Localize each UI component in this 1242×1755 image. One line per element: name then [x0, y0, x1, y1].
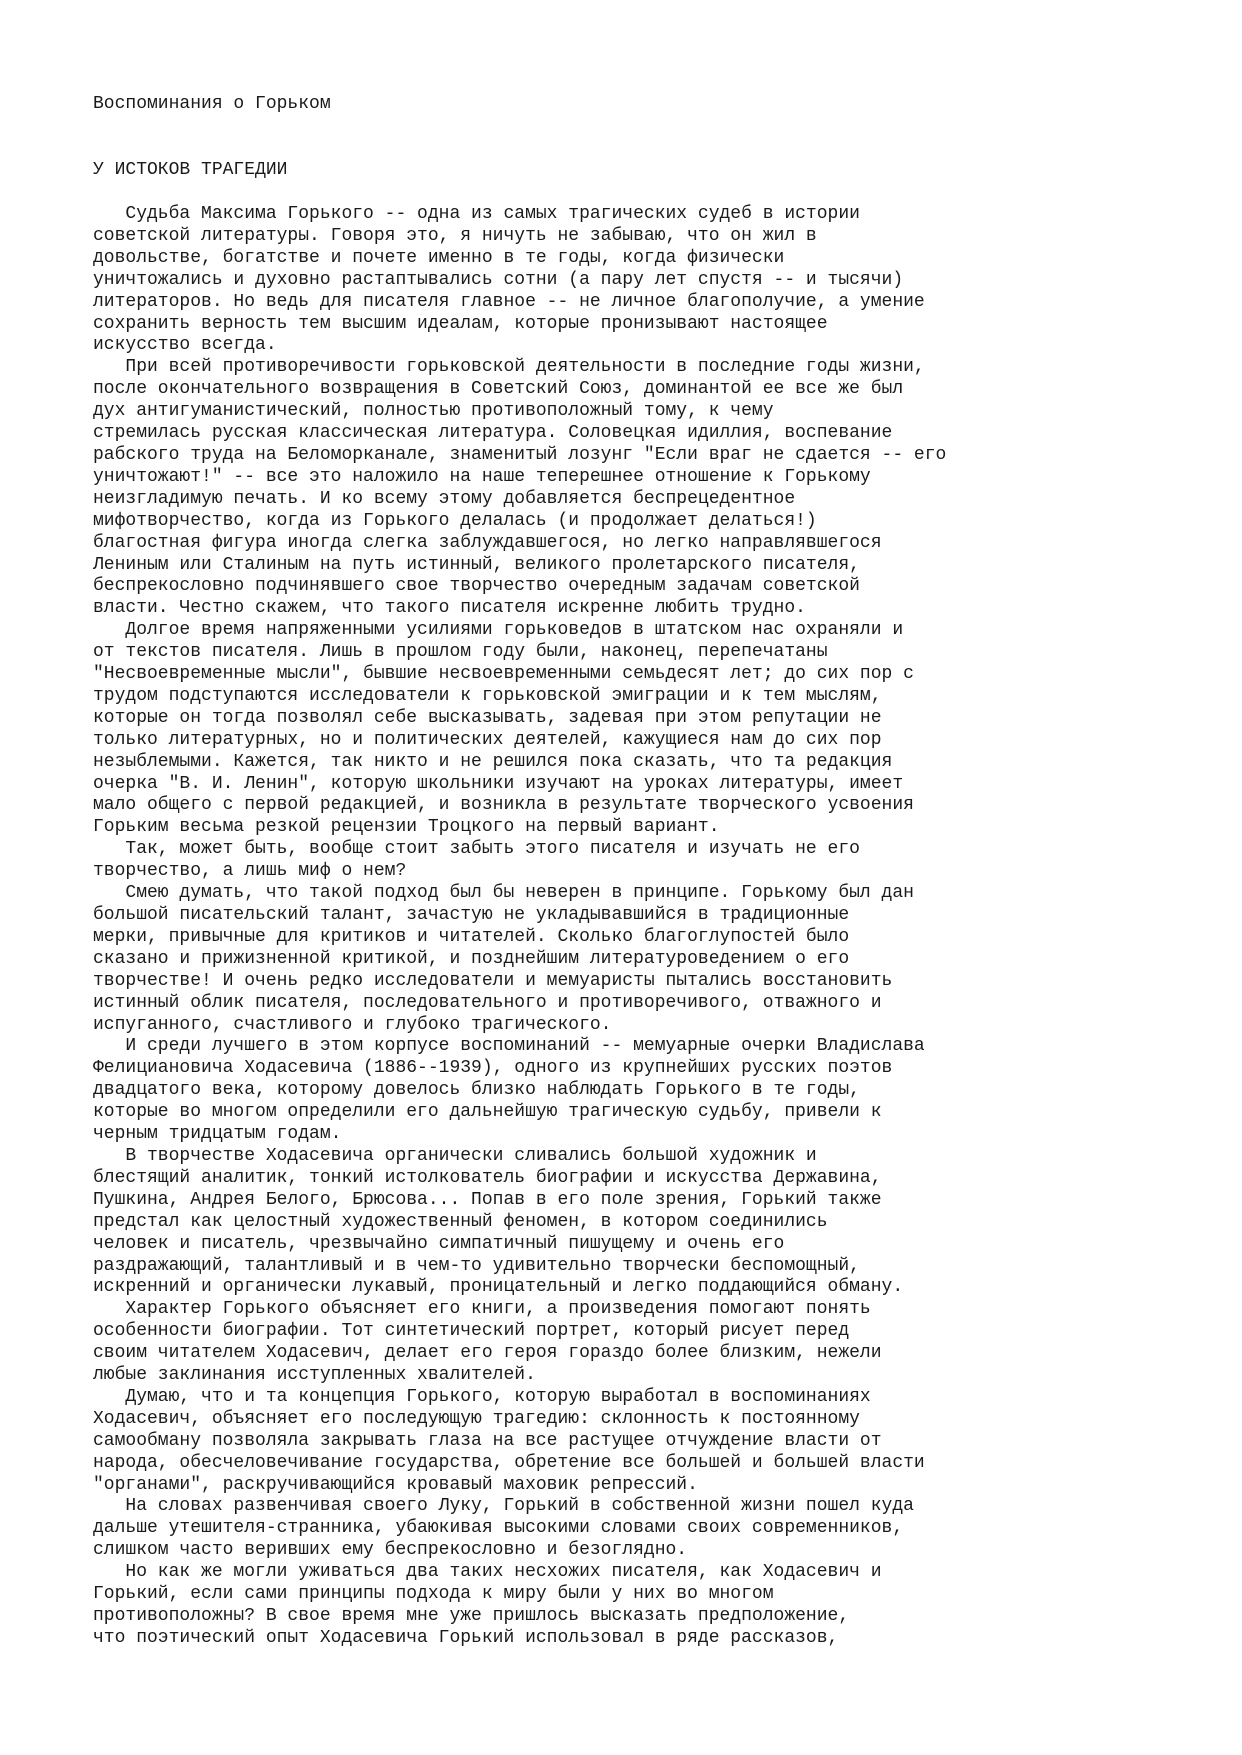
text-line: самообману позволяла закрывать глаза на все растущее отчуждение власти от	[93, 1430, 882, 1451]
text-line: дух антигуманистический, полностью противоположный тому, к чему	[93, 401, 774, 422]
text-line: незыблемыми. Кажется, так никто и не решился пока сказать, что та редакция	[93, 751, 893, 772]
text-line: большой писательский талант, зачастую не укладывавшийся в традиционные	[93, 905, 850, 925]
text-line: благостная фигура иногда слегка заблуждавшегося, но легко направлявшегося	[93, 532, 882, 553]
text-line: что поэтический опыт Ходасевича Горький использовал в ряде рассказов,	[93, 1627, 839, 1648]
text-line: только литературных, но и политических деятелей, кажущиеся нам до сих пор	[93, 729, 882, 750]
text-line: мало общего с первой редакцией, и возникла в результате творческого усвоения	[93, 795, 914, 816]
text-line: Но как же могли уживаться два таких несхожих писателя, как Ходасевич и	[93, 1562, 882, 1583]
text-line: искренний и органически лукавый, проницательный и легко поддающийся обману.	[93, 1277, 904, 1298]
text-line: народа, обесчеловечивание государства, обретение все большей и большей власти	[93, 1452, 925, 1473]
text-line: искусство всегда.	[93, 335, 277, 356]
text-line: противоположны? В свое время мне уже пришлось высказать предположение,	[93, 1606, 850, 1626]
text-line: предстал как целостный художественный феномен, в котором соединились	[93, 1211, 828, 1232]
text-line: Долгое время напряженными усилиями горьковедов в штатском нас охраняли и	[93, 620, 904, 641]
text-line: особенности биографии. Тот синтетический портрет, который рисует перед	[93, 1321, 850, 1342]
text-line: При всей противоречивости горьковской деятельности в последние годы жизни,	[93, 357, 925, 378]
text-line: после окончательного возвращения в Советский Союз, доминантой ее все же был	[93, 379, 904, 400]
text-line: трудом подступаются исследователи к горьковской эмиграции и к тем мыслям,	[93, 685, 882, 706]
text-line: творчество, а лишь миф о нем?	[93, 861, 407, 882]
text-line: своим читателем Ходасевич, делает его героя гораздо более близким, нежели	[93, 1343, 882, 1364]
text-line: Лениным или Сталиным на путь истинный, великого пролетарского писателя,	[93, 554, 860, 575]
text-line: мерки, привычные для критиков и читателей. Сколько благоглупостей было	[93, 926, 850, 947]
text-line: любые заклинания исступленных хвалителей.	[93, 1365, 536, 1386]
text-line: Пушкина, Андрея Белого, Брюсова... Попав в его поле зрения, Горький также	[93, 1189, 882, 1210]
text-line: На словах развенчивая своего Луку, Горький в собственной жизни пошел куда	[93, 1496, 914, 1517]
text-line: В творчестве Ходасевича органически сливались большой художник и	[93, 1145, 817, 1166]
text-line: "Несвоевременные мысли", бывшие несвоевременными семьдесят лет; до сих пор с	[93, 664, 914, 685]
text-line: литераторов. Но ведь для писателя главное -- не личное благополучие, а умение	[93, 291, 925, 312]
text-line: творчестве! И очень редко исследователи и мемуаристы пытались восстановить	[93, 970, 893, 991]
document-title: Воспоминания о Горьком	[93, 94, 331, 114]
text-line: "органами", раскручивающийся кровавый маховик репрессий.	[93, 1474, 698, 1495]
text-line: раздражающий, талантливый и в чем-то удивительно творчески беспомощный,	[93, 1255, 860, 1276]
text-line: блестящий аналитик, тонкий истолкователь биографии и искусства Державина,	[93, 1167, 882, 1188]
text-line: сказано и прижизненной критикой, и позднейшим литературоведением о его	[93, 948, 850, 969]
text-line: И среди лучшего в этом корпусе воспоминаний -- мемуарные очерки Владислава	[93, 1036, 925, 1057]
text-line: уничтожались и духовно растаптывались сотни (а пару лет спустя -- и тысячи)	[93, 269, 904, 290]
text-line: истинный облик писателя, последовательного и противоречивого, отважного и	[93, 992, 882, 1013]
text-line: уничтожают!" -- все это наложило на наше теперешнее отношение к Горькому	[93, 466, 871, 487]
text-line: стремилась русская классическая литература. Соловецкая идиллия, воспевание	[93, 423, 893, 444]
text-line: Смею думать, что такой подход был бы неверен в принципе. Горькому был дан	[93, 883, 914, 904]
text-line: неизгладимую печать. И ко всему этому добавляется беспрецедентное	[93, 488, 796, 509]
text-line: власти. Честно скажем, что такого писателя искренне любить трудно.	[93, 598, 806, 619]
text-line: Ходасевич, объясняет его последующую трагедию: склонность к постоянному	[93, 1408, 860, 1429]
text-line: дальше утешителя-странника, убаюкивая высокими словами своих современников,	[93, 1518, 904, 1539]
text-line: довольстве, богатстве и почете именно в те годы, когда физически	[93, 247, 785, 268]
text-line: испуганного, счастливого и глубоко трагического.	[93, 1014, 612, 1035]
text-line: двадцатого века, которому довелось близко наблюдать Горького в те годы,	[93, 1080, 860, 1101]
text-line: Характер Горького объясняет его книги, а произведения помогают понять	[93, 1299, 871, 1320]
text-line: человек и писатель, чрезвычайно симпатичный пишущему и очень его	[93, 1233, 785, 1254]
text-line: слишком часто веривших ему беспрекословно и безоглядно.	[93, 1540, 688, 1561]
text-line: Думаю, что и та концепция Горького, которую выработал в воспоминаниях	[93, 1386, 871, 1407]
text-line: которые он тогда позволял себе высказывать, задевая при этом репутации не	[93, 707, 882, 728]
text-line: советской литературы. Говоря это, я ничуть не забываю, что он жил в	[93, 225, 817, 246]
text-line: Так, может быть, вообще стоит забыть этого писателя и изучать не его	[93, 839, 860, 860]
text-line: черным тридцатым годам.	[93, 1124, 342, 1145]
section-heading: У ИСТОКОВ ТРАГЕДИИ	[93, 160, 288, 180]
text-line: которые во многом определили его дальнейшую трагическую судьбу, привели к	[93, 1102, 882, 1123]
text-line: мифотворчество, когда из Горького делалась (и продолжает делаться!)	[93, 510, 817, 531]
body-text	[93, 204, 946, 1650]
text-line: Горьким весьма резкой рецензии Троцкого на первый вариант.	[93, 817, 720, 838]
text-line: сохранить верность тем высшим идеалам, которые пронизывают настоящее	[93, 313, 828, 334]
text-line: беспрекословно подчинявшего свое творчество очередным задачам советской	[93, 576, 860, 597]
text-line: Фелициановича Ходасевича (1886--1939), одного из крупнейших русских поэтов	[93, 1058, 893, 1079]
text-line: рабского труда на Беломорканале, знаменитый лозунг "Если враг не сдается -- его	[93, 444, 947, 465]
text-line: от текстов писателя. Лишь в прошлом году были, наконец, перепечатаны	[93, 642, 828, 663]
text-line: очерка "В. И. Ленин", которую школьники изучают на уроках литературы, имеет	[93, 773, 904, 794]
text-line: Горький, если сами принципы подхода к миру были у них во многом	[93, 1584, 774, 1605]
text-line: Судьба Максима Горького -- одна из самых трагических судеб в истории	[93, 204, 860, 224]
